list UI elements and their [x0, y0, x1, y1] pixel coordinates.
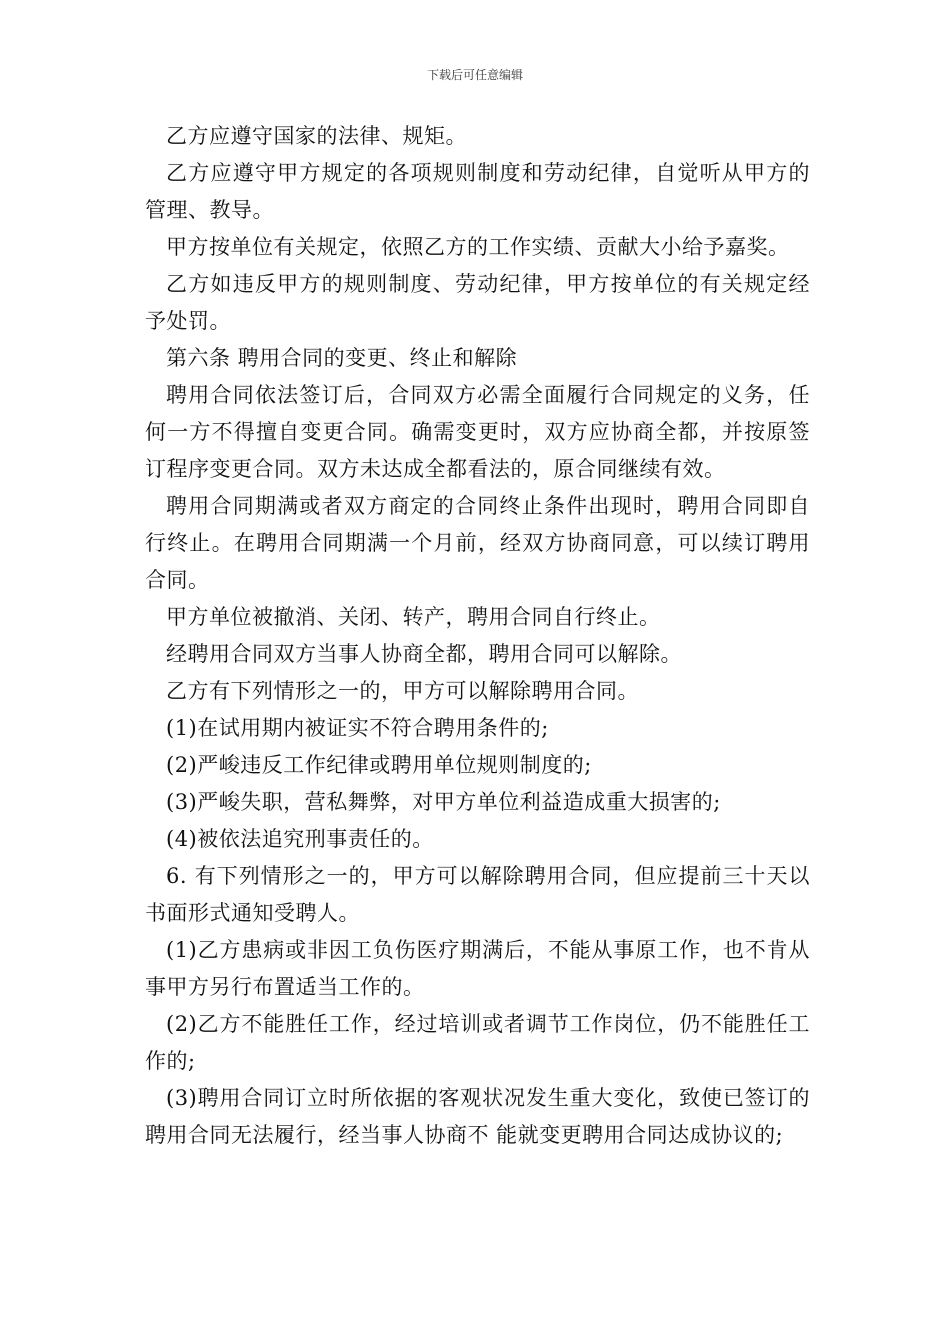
- list-item: (3)聘用合同订立时所依据的客观状况发生重大变化，致使已签订的聘用合同无法履行，经当事人协商不 能就变更聘用合同达成协议的;: [145, 1086, 810, 1147]
- paragraph: 甲方按单位有关规定，依照乙方的工作实绩、贡献大小给予嘉奖。: [166, 235, 790, 259]
- paragraph: 乙方有下列情形之一的，甲方可以解除聘用合同。: [166, 679, 639, 703]
- paragraph: 聘用合同期满或者双方商定的合同终止条件出现时，聘用合同即自行终止。在聘用合同期满一个月前，经双方协商同意，可以续订聘用合同。: [145, 494, 810, 592]
- paragraph: 乙方应遵守甲方规定的各项规则制度和劳动纪律，自觉听从甲方的管理、教导。: [145, 161, 810, 222]
- list-item: (1)在试用期内被证实不符合聘用条件的;: [166, 716, 549, 740]
- paragraph: 甲方单位被撤消、关闭、转产，聘用合同自行终止。: [166, 605, 661, 629]
- paragraph: 经聘用合同双方当事人协商全都，聘用合同可以解除。: [166, 642, 682, 666]
- list-item: (2)乙方不能胜任工作，经过培训或者调节工作岗位，仍不能胜任工作的;: [145, 1012, 810, 1073]
- paragraph: 乙方应遵守国家的法律、规矩。: [166, 124, 467, 148]
- document-body: [145, 118, 810, 1154]
- list-item: (4)被依法追究刑事责任的。: [166, 827, 434, 851]
- paragraph: 聘用合同依法签订后，合同双方必需全面履行合同规定的义务，任何一方不得擅自变更合同。确需变更时，双方应协商全都，并按原签订程序变更合同。双方未达成全都看法的，原合同继续有效。: [145, 383, 810, 481]
- paragraph: 6. 有下列情形之一的，甲方可以解除聘用合同，但应提前三十天以书面形式通知受聘人。: [145, 864, 810, 925]
- list-item: (3)严峻失职，营私舞弊，对甲方单位利益造成重大损害的;: [166, 790, 721, 814]
- paragraph: 乙方如违反甲方的规则制度、劳动纪律，甲方按单位的有关规定经予处罚。: [145, 272, 810, 333]
- page-header: 下载后可任意编辑: [426, 68, 523, 82]
- list-item: (1)乙方患病或非因工负伤医疗期满后，不能从事原工作，也不肯从事甲方另行布置适当工作的。: [145, 938, 810, 999]
- section-heading: 第六条 聘用合同的变更、终止和解除: [166, 346, 518, 370]
- list-item: (2)严峻违反工作纪律或聘用单位规则制度的;: [166, 753, 592, 777]
